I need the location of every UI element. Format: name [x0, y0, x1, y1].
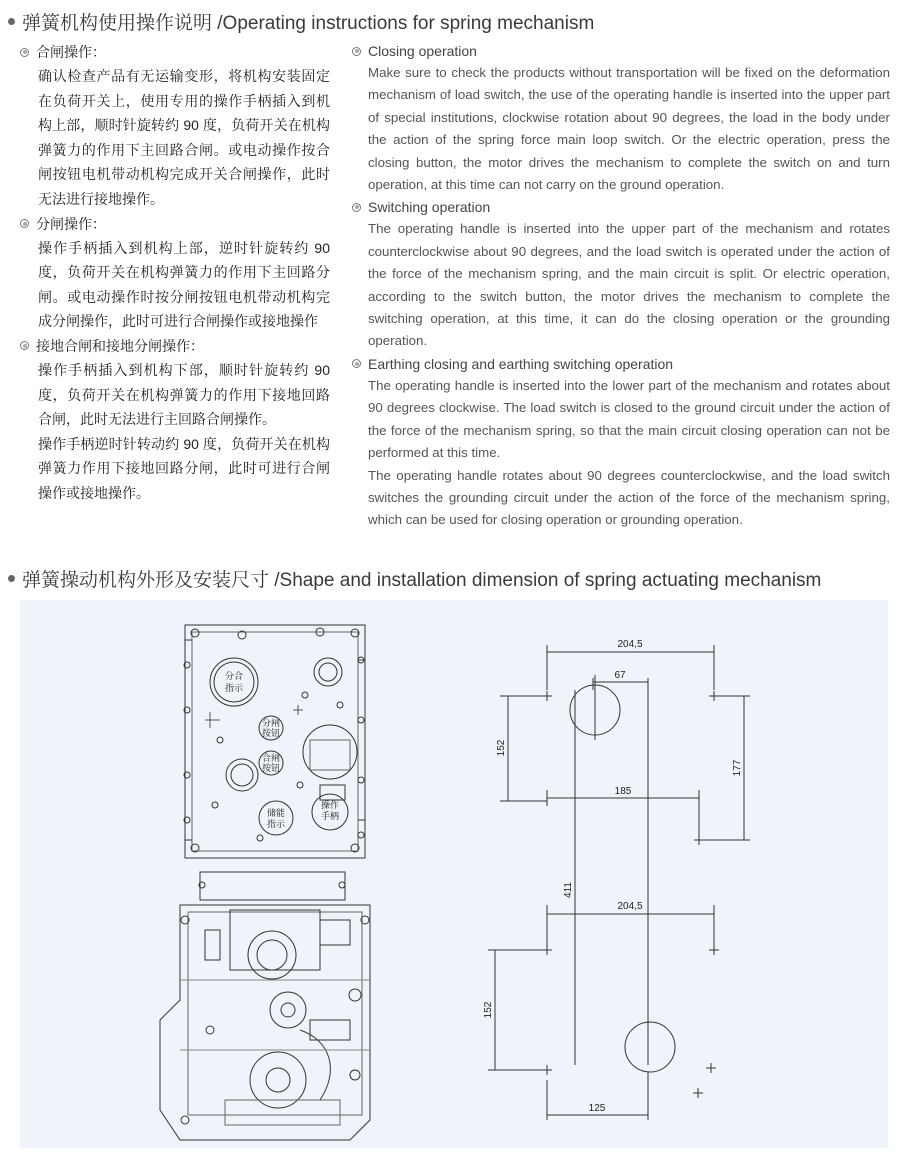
- en-paragraph: The operating handle is inserted into the upper part of the mechanism and rotates counterclockwise about 90 degrees, and the load switch is operated under the action of the force of the mechanism spring, and the main circuit is split. Or electric operation, according to the switch button, the motor drives the mechanism to complete the switching operation, at this time, it can do the closing operation or the grounding operation.: [368, 221, 890, 349]
- label-storage-indicator-1: 储能: [266, 809, 286, 819]
- cn-heading-text: 分闸操作：: [36, 215, 106, 232]
- dim-total-height: 411: [563, 882, 574, 898]
- technical-drawing: [20, 600, 888, 1148]
- cn-heading-closing: [20, 40, 330, 64]
- instructions-chinese-column: [20, 40, 330, 506]
- dim-lower-width: 204,5: [617, 901, 643, 912]
- label-operating-handle-1: 操作: [320, 801, 340, 811]
- section-title-operating-instructions: [8, 8, 594, 35]
- cn-heading-opening: [20, 212, 330, 236]
- dim-right-height: 177: [732, 759, 743, 777]
- bullet-icon: [8, 575, 15, 582]
- dim-upper-height: 152: [496, 739, 507, 757]
- cn-heading-earthing: [20, 334, 330, 358]
- circle-bullet-icon: [352, 203, 361, 212]
- circle-bullet-icon: [352, 47, 361, 56]
- circle-bullet-icon: [352, 359, 361, 368]
- dim-top-width: 204,5: [617, 639, 643, 650]
- label-open-button-1: 分闸: [261, 719, 281, 729]
- label-open-close-indicator-2: 指示: [224, 684, 244, 694]
- dim-hole-offset: 67: [614, 670, 626, 681]
- en-paragraph: Make sure to check the products without transportation will be fixed on the deformation mechanism of load switch, the use of the operating handle is inserted into the upper part of special institutions, clockwise rotation about 90 degrees, the load in the body under the action of the spring force main loop switch. Or the electric operation, press the closing button, the motor drives the mechanism to complete the switch on and turn operation, at this time can not carry on the ground operation.: [368, 65, 890, 193]
- dim-mid-width: 185: [614, 786, 632, 797]
- en-paragraph: The operating handle is inserted into the lower part of the mechanism and rotates about 90 degrees clockwise. The load switch is closed to the ground circuit under the action of the force of the mechanism spring, so that the main circuit closing operation can not be performed at this time.: [368, 377, 890, 461]
- en-paragraph: The operating handle rotates about 90 degrees counterclockwise, and the load switch switches the grounding circuit under the action of the force of the mechanism spring, which can be used for closing operation or grounding operation.: [368, 467, 890, 528]
- en-heading-text: Earthing closing and earthing switching operation: [368, 355, 674, 372]
- cn-paragraph: 操作手柄逆时针转动约 90 度，负荷开关在机构弹簧力作用下接地回路分闸，此时可进行合闸操作或接地操作。: [38, 435, 330, 501]
- circle-bullet-icon: [20, 48, 29, 57]
- label-close-button-1: 合闸: [261, 754, 281, 764]
- circle-bullet-icon: [20, 219, 29, 228]
- cn-paragraph: 确认检查产品有无运输变形，将机构安装固定在负荷开关上，使用专用的操作手柄插入到机构上部，顺时针旋转约 90 度，负荷开关在机构弹簧力的作用下主回路合闸。或电动操作按合闸按钮电机带动机构完成开关合闸操作，此时无法进行接地操作。: [38, 68, 330, 207]
- label-storage-indicator-2: 指示: [266, 820, 286, 830]
- mechanism-labels: [225, 670, 339, 830]
- section-title-text: 弹簧机构使用操作说明 /Operating instructions for spring mechanism: [22, 13, 595, 34]
- label-operating-handle-2: 手柄: [320, 812, 340, 822]
- circle-bullet-icon: [20, 341, 29, 350]
- dim-bottom-offset: 125: [588, 1103, 606, 1114]
- section-title-dimensions: [8, 565, 821, 592]
- internal-mechanism-drawing: [160, 872, 370, 1140]
- label-close-button-2: 按钮: [261, 764, 281, 774]
- dim-lower-height: 152: [483, 1001, 494, 1019]
- cn-paragraph: 操作手柄插入到机构下部，顺时针旋转约 90 度，负荷开关在机构弹簧力的作用下接地回路合闸，此时无法进行主回路合闸操作。: [38, 361, 330, 428]
- section-title-text: 弹簧操动机构外形及安装尺寸 /Shape and installation dimension of spring actuating mechanism: [22, 570, 822, 591]
- instructions-english-column: [352, 40, 890, 532]
- cn-heading-text: 合闸操作：: [36, 44, 106, 60]
- cn-heading-text: 接地合闸和接地分闸操作：: [36, 337, 204, 354]
- en-heading-text: Closing operation: [368, 43, 477, 59]
- en-heading-text: Switching operation: [368, 199, 491, 216]
- en-heading-earthing: [352, 353, 890, 375]
- en-heading-switching: [352, 196, 890, 218]
- bullet-icon: [8, 18, 15, 25]
- label-open-button-2: 按钮: [261, 729, 281, 739]
- cn-paragraph: 操作手柄插入到机构上部，逆时针旋转约 90 度，负荷开关在机构弹簧力的作用下主回路分闸。或电动操作时按分闸按钮电机带动机构完成分闸操作，此时可进行合闸操作或接地操作: [38, 239, 330, 330]
- drawing-panel: [20, 600, 888, 1148]
- dimension-labels: [483, 639, 743, 1114]
- en-heading-closing: [352, 40, 890, 62]
- dimension-drawing: [488, 645, 750, 1120]
- label-open-close-indicator-1: 分合: [224, 672, 244, 682]
